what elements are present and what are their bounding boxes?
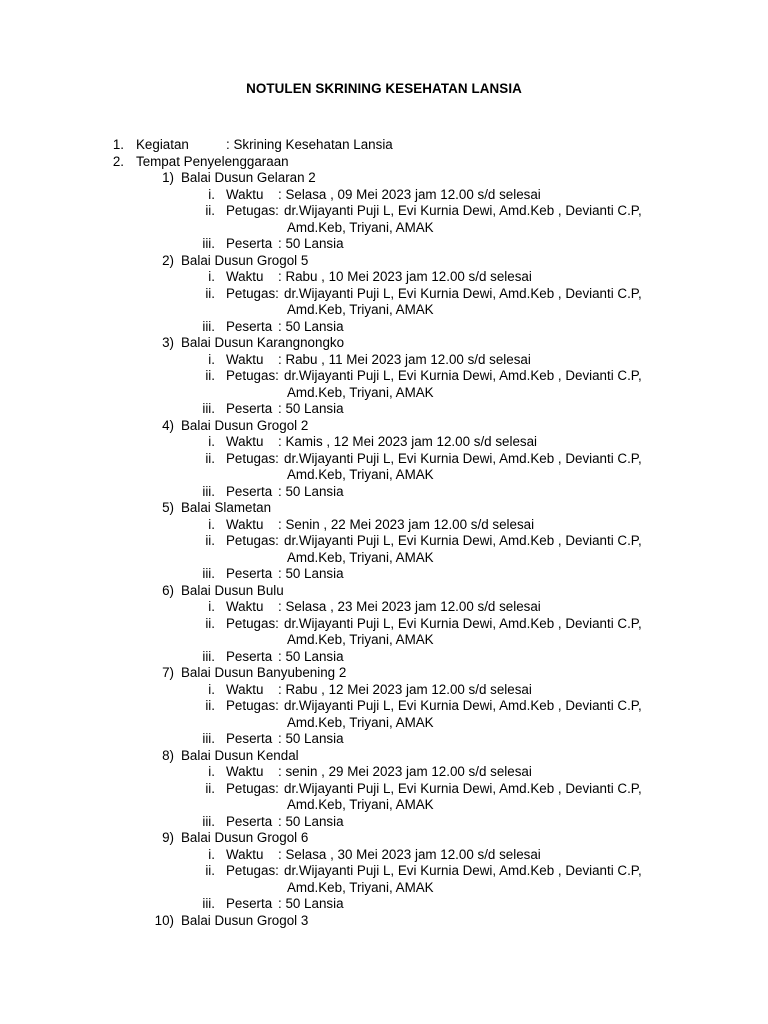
peserta-value: : 50 Lansia (278, 401, 344, 416)
petugas-names-continued: Amd.Keb, Triyani, AMAK (287, 384, 434, 400)
roman-numeral: iii. (202, 566, 215, 581)
venue-name: Balai Dusun Gelaran 2 (181, 170, 316, 185)
petugas-names-continued: Amd.Keb, Triyani, AMAK (287, 302, 434, 317)
waktu-value: : senin , 29 Mei 2023 jam 12.00 s/d selesai (278, 764, 532, 779)
petugas-names-continued: Amd.Keb, Triyani, AMAK (287, 879, 434, 895)
roman-numeral: i. (208, 764, 215, 779)
roman-numeral: iii. (202, 401, 215, 416)
peserta-label: Peserta (226, 731, 273, 746)
peserta-value: : 50 Lansia (278, 566, 344, 581)
petugas-names: dr.Wijayanti Puji L, Evi Kurnia Dewi, Amd.Keb , Devianti C.P, (284, 368, 642, 383)
roman-numeral: iii. (202, 731, 215, 746)
petugas-label: Petugas: (226, 203, 279, 218)
peserta-value: : 50 Lansia (278, 648, 344, 664)
roman-numeral: i. (208, 351, 215, 367)
item-label: Tempat Penyelenggaraan (136, 153, 289, 169)
petugas-names: dr.Wijayanti Puji L, Evi Kurnia Dewi, Amd.Keb , Devianti C.P, (284, 780, 642, 796)
venue-name: Balai Dusun Grogol 2 (181, 417, 309, 433)
roman-numeral: i. (208, 186, 215, 202)
document-title: NOTULEN SKRINING KESEHATAN LANSIA (246, 81, 522, 96)
venue-number: 5) (162, 500, 174, 515)
waktu-label: Waktu (226, 434, 264, 449)
roman-numeral: i. (208, 681, 215, 697)
roman-numeral: iii. (202, 813, 215, 829)
venue-name: Balai Dusun Bulu (181, 582, 284, 598)
roman-numeral: ii. (205, 698, 215, 713)
venue-name: Balai Dusun Grogol 5 (181, 252, 309, 268)
petugas-label: Petugas: (226, 450, 279, 466)
waktu-label: Waktu (226, 846, 264, 862)
petugas-names: dr.Wijayanti Puji L, Evi Kurnia Dewi, Amd.Keb , Devianti C.P, (284, 450, 642, 466)
petugas-label: Petugas: (226, 698, 279, 713)
venue-name: Balai Dusun Grogol 6 (181, 830, 309, 845)
venue-name: Balai Dusun Grogol 3 (181, 912, 309, 928)
venue-name: Balai Dusun Kendal (181, 747, 299, 763)
peserta-label: Peserta (226, 813, 273, 829)
petugas-names-continued: Amd.Keb, Triyani, AMAK (287, 714, 434, 730)
venue-number: 1) (162, 170, 174, 185)
roman-numeral: ii. (205, 450, 215, 466)
roman-numeral: ii. (205, 615, 215, 631)
waktu-label: Waktu (226, 764, 264, 779)
petugas-names: dr.Wijayanti Puji L, Evi Kurnia Dewi, Amd.Keb , Devianti C.P, (284, 533, 642, 548)
petugas-label: Petugas: (226, 780, 279, 796)
peserta-label: Peserta (226, 896, 273, 911)
roman-numeral: ii. (205, 368, 215, 383)
venue-name: Balai Dusun Karangnongko (181, 335, 345, 350)
waktu-value: : Rabu , 11 Mei 2023 jam 12.00 s/d selesai (278, 351, 531, 367)
peserta-label: Peserta (226, 648, 273, 664)
item-label: Kegiatan (136, 137, 189, 152)
waktu-label: Waktu (226, 351, 264, 367)
roman-numeral: ii. (205, 533, 215, 548)
roman-numeral: i. (208, 269, 215, 284)
petugas-names-continued: Amd.Keb, Triyani, AMAK (287, 549, 434, 565)
waktu-label: Waktu (226, 516, 264, 532)
roman-numeral: iii. (202, 318, 215, 334)
roman-numeral: i. (208, 599, 215, 614)
peserta-value: : 50 Lansia (278, 731, 344, 746)
waktu-label: Waktu (226, 599, 264, 614)
venue-name: Balai Slametan (181, 500, 272, 515)
item-number: 1. (112, 137, 124, 152)
waktu-label: Waktu (226, 186, 264, 202)
petugas-label: Petugas: (226, 863, 279, 878)
venue-number: 9) (162, 830, 174, 845)
roman-numeral: i. (208, 846, 215, 862)
venue-number: 7) (162, 665, 174, 680)
petugas-names: dr.Wijayanti Puji L, Evi Kurnia Dewi, Amd.Keb , Devianti C.P, (284, 698, 642, 713)
roman-numeral: ii. (205, 285, 215, 301)
item-value: : Skrining Kesehatan Lansia (226, 137, 393, 152)
waktu-value: : Senin , 22 Mei 2023 jam 12.00 s/d selesai (278, 516, 535, 532)
waktu-value: : Selasa , 23 Mei 2023 jam 12.00 s/d selesai (278, 599, 541, 614)
waktu-label: Waktu (226, 269, 264, 284)
peserta-label: Peserta (226, 318, 273, 334)
roman-numeral: i. (208, 516, 215, 532)
waktu-value: : Rabu , 10 Mei 2023 jam 12.00 s/d selesai (278, 269, 532, 284)
petugas-names-continued: Amd.Keb, Triyani, AMAK (287, 632, 434, 647)
peserta-value: : 50 Lansia (278, 896, 344, 911)
petugas-names: dr.Wijayanti Puji L, Evi Kurnia Dewi, Amd.Keb , Devianti C.P, (284, 285, 642, 301)
peserta-label: Peserta (226, 566, 273, 581)
roman-numeral: ii. (205, 863, 215, 878)
venue-number: 2) (162, 252, 174, 268)
peserta-value: : 50 Lansia (278, 483, 344, 499)
roman-numeral: iii. (202, 648, 215, 664)
waktu-value: : Selasa , 30 Mei 2023 jam 12.00 s/d selesai (278, 846, 541, 862)
venue-number: 3) (162, 335, 174, 350)
petugas-names: dr.Wijayanti Puji L, Evi Kurnia Dewi, Amd.Keb , Devianti C.P, (284, 615, 642, 631)
peserta-label: Peserta (226, 236, 273, 251)
roman-numeral: iii. (202, 896, 215, 911)
petugas-names-continued: Amd.Keb, Triyani, AMAK (287, 467, 434, 482)
waktu-value: : Kamis , 12 Mei 2023 jam 12.00 s/d selesai (278, 434, 538, 449)
waktu-value: : Selasa , 09 Mei 2023 jam 12.00 s/d selesai (278, 186, 541, 202)
venue-number: 10) (154, 912, 174, 928)
peserta-label: Peserta (226, 483, 273, 499)
waktu-label: Waktu (226, 681, 264, 697)
venue-number: 8) (162, 747, 174, 763)
roman-numeral: iii. (202, 483, 215, 499)
peserta-value: : 50 Lansia (278, 318, 344, 334)
petugas-names: dr.Wijayanti Puji L, Evi Kurnia Dewi, Amd.Keb , Devianti C.P, (284, 863, 642, 878)
petugas-names: dr.Wijayanti Puji L, Evi Kurnia Dewi, Amd.Keb , Devianti C.P, (284, 203, 642, 218)
venue-name: Balai Dusun Banyubening 2 (181, 665, 347, 680)
peserta-value: : 50 Lansia (278, 236, 344, 251)
roman-numeral: ii. (205, 203, 215, 218)
petugas-label: Petugas: (226, 615, 279, 631)
petugas-label: Petugas: (226, 368, 279, 383)
roman-numeral: ii. (205, 780, 215, 796)
venue-number: 6) (162, 582, 174, 598)
roman-numeral: iii. (202, 236, 215, 251)
item-number: 2. (112, 153, 124, 169)
roman-numeral: i. (208, 434, 215, 449)
waktu-value: : Rabu , 12 Mei 2023 jam 12.00 s/d selesai (278, 681, 532, 697)
petugas-names-continued: Amd.Keb, Triyani, AMAK (287, 797, 434, 812)
peserta-label: Peserta (226, 401, 273, 416)
peserta-value: : 50 Lansia (278, 813, 344, 829)
venue-number: 4) (162, 417, 174, 433)
petugas-names-continued: Amd.Keb, Triyani, AMAK (287, 219, 434, 235)
petugas-label: Petugas: (226, 533, 279, 548)
petugas-label: Petugas: (226, 285, 279, 301)
